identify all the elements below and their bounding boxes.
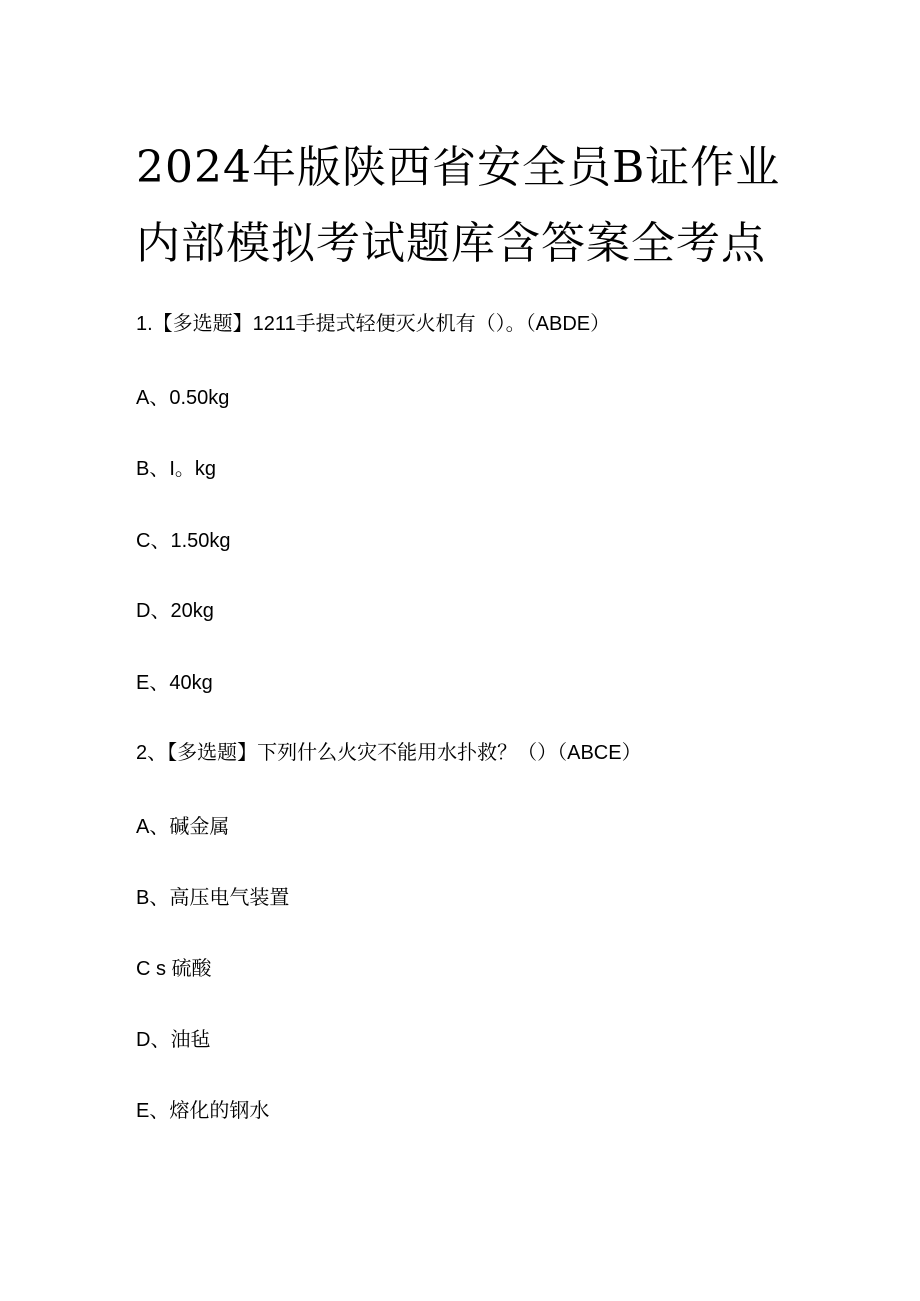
question-2-option-d: D、油毡: [136, 1029, 211, 1051]
question-1-option-e: E、40kg: [136, 672, 213, 694]
title-line-2: 内部模拟考试题库含答案全考点: [136, 218, 766, 269]
question-1-option-c: C、1.50kg: [136, 530, 231, 552]
question-1-option-a: A、0.50kg: [136, 387, 230, 409]
question-2-stem: 2、【多选题】下列什么火灾不能用水扑救？（）（ABCE）: [136, 742, 642, 764]
question-1-stem: 1.【多选题】1211手提式轻便灭火机有（）。（ABDE）: [136, 313, 611, 335]
question-1-option-b: B、I。kg: [136, 458, 217, 480]
question-2-option-b: B、高压电气装置: [136, 887, 290, 909]
question-2-option-e: E、熔化的钢水: [136, 1100, 270, 1122]
question-2-option-c: C s 硫酸: [136, 958, 212, 980]
document-title: [136, 130, 781, 282]
question-2-option-a: A、碱金属: [136, 816, 230, 838]
question-1-option-d: D、20kg: [136, 600, 214, 622]
title-line-1: 2024年版陕西省安全员B证作业: [136, 142, 781, 193]
